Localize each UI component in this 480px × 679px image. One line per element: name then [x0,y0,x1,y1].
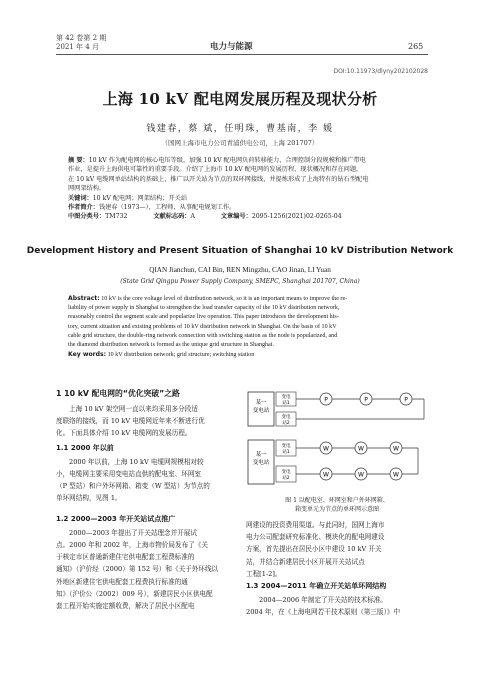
abstract-cn-line: 在 10 kV 电缆网单站结构的基础上，推广以开关站为节点的双环网接线，并提炼形成了上海特有的钻石型配电 [68,175,369,183]
bus-label: 站1 [282,450,290,455]
affiliation-cn: （国网上海市电力公司青浦供电公司，上海 201707） [161,139,319,147]
publication-date: 2021 年 4 月 [56,43,99,51]
body-line: （P 型站）和户外环网箱、箱变（W 型站）为节点的 [56,482,210,491]
bus-label: 变电 [281,415,291,420]
clc-label: 中图分类号： [68,213,106,221]
lower-ring [248,440,418,484]
abstract-en-line: cable grid structure, the double-ring network connection with switching station as the node is popularized, and [68,332,338,339]
section-1-3-para-cont [246,606,428,618]
body-line: 通知》（沪价经（2000）第 152 号）和《关于外环线以 [56,565,219,574]
abstract-cn-line: 作业，是提升上海供电可靠性的重要手段。介绍了上海市 10 kV 配电网的发展历程、现状概况和存在问题， [68,166,363,174]
caption-line: 箱变单元为节点的单环网示意图 [294,506,379,513]
body-line: 2004—2006 年制定了开关站的技术标准。 [259,596,387,604]
abstract-en-line: the diamond distribution network is formed as the unique grid structure in Shanghai. [68,342,274,349]
p-node-label: P [364,396,368,404]
body-line: 化。下面具体介绍 10 kV 电缆网的发展历程。 [56,429,192,438]
body-line: 电力公司配套研究标准化、模块化的配电网建设 [246,533,385,542]
journal-name: 电力与能源 [210,42,253,52]
bus-label: 站1 [282,401,290,406]
keywords-cn: 10 kV 配电网；网架结构；开关站 [92,194,188,202]
upper-ring [248,392,424,426]
doc-code: A [190,213,195,221]
body-line: 站，并结合新建居民小区开展开关站试点 [246,557,365,566]
abstract-en-line: reasonably control the segment scale and popularize live operation. This paper introduces the development his- [68,314,339,321]
bus-label: 变电 [281,395,291,400]
page-number: 265 [408,42,424,51]
bus-label: 站2 [282,476,290,481]
body-line: 2004 年，在《上海电网若干技术原则（第三版）》中 [246,608,401,616]
body-line: 外地区新建住宅供电配套工程费执行标准的通 [56,577,188,586]
body-line: 工程[1-2]。 [246,569,282,578]
body-line: 于核定市区普通新建住宅供电配套工程费标准的 [56,553,195,562]
p-node-label: P [404,396,408,404]
author-info-label: 作者简介： [68,204,99,212]
authors-en: QIAN Jianchun, CAI Bin, REN Mingzhu, CAO Jinan, LI Yuan [149,266,331,274]
header-rule [56,54,428,55]
substation-label: 某一 [255,452,267,458]
section-1-para-1 [56,403,238,415]
bus-label: 变电 [281,444,291,449]
substation-label: 变电站 [252,408,270,414]
body-line: 方案，首先提出在居民小区中建设 10 kV 开关 [246,545,382,554]
authors-cn: 钱建春，蔡 斌，任明珠，曹基南，李 媛 [146,124,334,134]
section-1-para-1-cont [56,415,238,439]
w-node-label: W [393,471,399,479]
author-info: 钱建春（1973—），工程师，从事配电规划工作。 [98,204,236,212]
section-1-2-para [69,527,239,539]
doc-code-label: 文献标志码： [153,213,191,221]
figure-1-caption [246,496,428,514]
substation-label: 变电站 [252,460,270,466]
body-line: 2000—2003 年提出了开关站理念并开展试 [69,529,197,537]
w-node-label: W [323,471,329,479]
body-line: 单环网结构，见图 1。 [56,494,122,503]
abstract-en-line: tory, current situation and existing problems of 10 kV distribution network in Shanghai. On the basis of 10 kV [68,323,337,330]
article-number: 2095-1256(2021)02-0265-04 [251,213,342,221]
body-line: 2000 年以前，上海 10 kV 电缆网规模相对较 [69,458,204,466]
abstract-cn-line: 10 kV 作为配电网的核心电压等级，加强 10 kV 配电网负荷转移能力、合理控制分段规模和推广带电 [88,157,366,164]
substation-label: 某一 [255,400,267,406]
body-line: 套工程开始实施定额收费，解决了居民小区配电 [56,602,195,611]
body-line: 知》（沪价公（2002）009 号），新建居民小区供电配 [56,589,213,598]
abstract-en-line: 10 kV is the core voltage level of distribution network, so it is an important means to improve the re- [101,296,348,302]
abstract-en-line: liability of power supply in Shanghai to strengthen the load transfer capacity of the 10 kV distribution network, [68,305,340,312]
abstract-cn [68,156,418,222]
subsection-1-3: 1.3 2004—2011 年确立开关站单环网结构 [246,582,387,590]
w-node-label: W [323,445,329,453]
w-node-label: W [358,471,364,479]
caption-line: 图 1 以配电室、环网室和户外环网箱、 [285,497,389,504]
doi: DOI:10.11973/dlyny202102028 [333,68,428,75]
right-column-para [246,519,428,580]
keywords-en-label: Key words: [68,351,107,359]
bus-label: 变电 [281,470,291,475]
section-1-2-para-cont [56,539,238,612]
w-node-label: W [358,445,364,453]
section-1-3-para [259,594,428,606]
section-1-heading: 1 10 kV 配电网的“优化突破”之路 [56,389,180,398]
body-line: 点。2000 年和 2002 年，上海市物价局发布了《关 [56,541,208,549]
subsection-1-1: 1.1 2000 年以前 [56,444,114,452]
abstract-en [68,294,418,360]
volume-issue: 第 42 卷第 2 期 [56,34,107,42]
figure-1-diagram [246,384,428,492]
keywords-cn-label: 关键词： [68,194,93,202]
body-line: 小，电缆网主要采用变电站直供的配电室、环网室 [56,470,202,478]
article-number-label: 文章编号： [220,213,252,221]
keywords-en: 10 kV distribution network; grid structure; switching station [107,352,255,359]
clc-code: TM732 [105,213,128,221]
p-node-label: P [324,396,328,404]
body-line: 度联络的接线，而 10 kV 电缆网近年来不断进行优 [56,417,205,425]
subsection-1-2: 1.2 2000—2003 年开关站试点推广 [56,515,176,523]
section-1-1-para-cont [56,468,238,505]
w-node-label: W [393,445,399,453]
bus-label: 站2 [282,421,290,426]
abstract-cn-line: 网网架结构。 [68,185,106,193]
title-en: Development History and Present Situation of Shanghai 10 kV Distribution Network [26,246,454,256]
title-cn: 上海 10 kV 配电网发展历程及现状分析 [102,90,378,108]
body-line: 上海 10 kV 架空网一直以来均采用多分段适 [69,405,198,413]
affiliation-en: (State Grid Qingpu Power Supply Company, SMEPC, Shanghai 201707, China) [120,278,360,285]
abstract-en-label: Abstract: [68,295,100,302]
section-1-1-para [69,456,239,468]
abstract-cn-label: 摘 要： [68,157,89,164]
body-line: 网建设的投资费用渠道。与此同时，国网上海市 [246,521,385,529]
